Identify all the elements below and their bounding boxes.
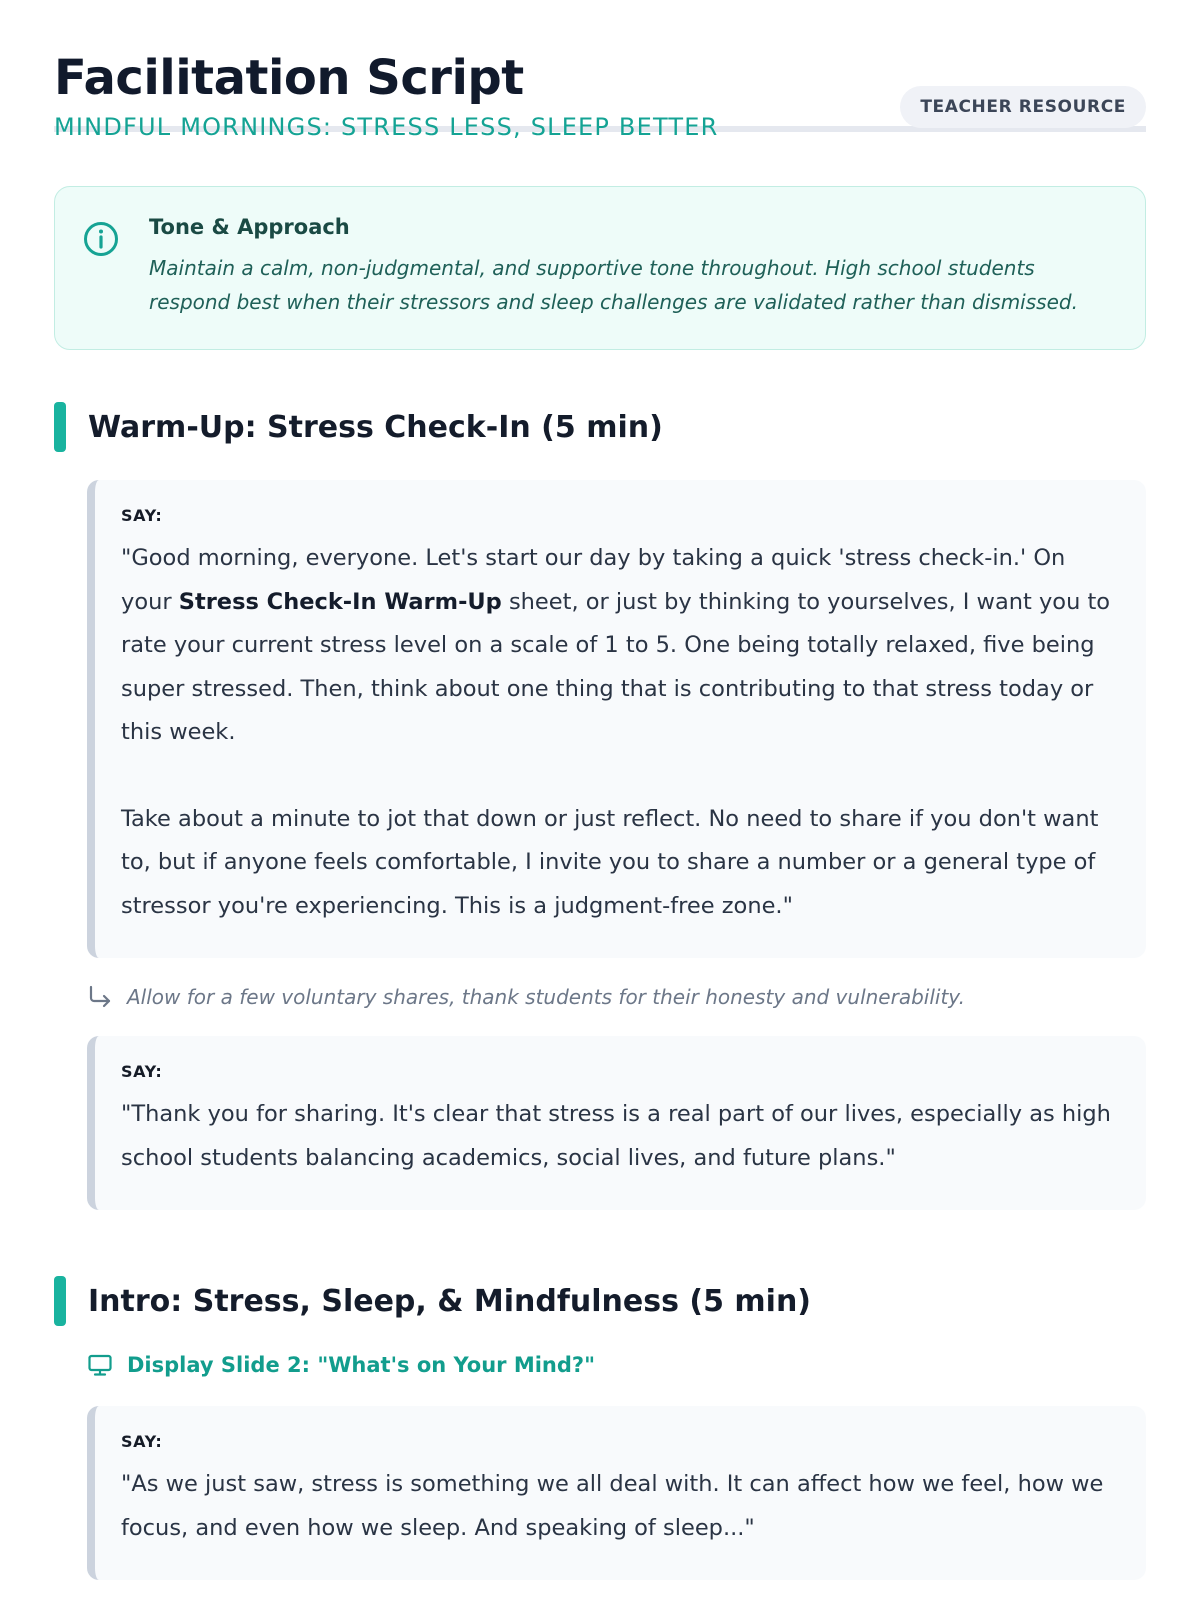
- say-text: "Thank you for sharing. It's clear that stress is a real part of our lives, especially as high school students balancing academics, social lives, and future plans.": [121, 1101, 1111, 1171]
- resource-badge: TEACHER RESOURCE: [900, 86, 1146, 128]
- section-title: Warm-Up: Stress Check-In (5 min): [88, 409, 663, 445]
- say-label: SAY:: [121, 506, 163, 525]
- say-label: SAY:: [121, 1062, 163, 1081]
- return-arrow-icon: [87, 984, 113, 1010]
- section-header-warm-up: [54, 402, 1146, 452]
- info-icon: [83, 221, 119, 257]
- paragraph-gap: [121, 755, 1114, 798]
- say-text: Take about a minute to jot that down or just reflect. No need to share if you don't want to, but if anyone feels comfortable, I invite you to share a number or a general type of stressor you're experiencing. This is a judgment-free zone.": [121, 805, 1099, 919]
- section-header-intro: [54, 1276, 1146, 1326]
- say-box: [87, 1406, 1146, 1580]
- page-subtitle: MINDFUL MORNINGS: STRESS LESS, SLEEP BETTER: [54, 112, 719, 141]
- section-accent-bar: [54, 1276, 66, 1326]
- callout-text: Maintain a calm, non-judgmental, and supportive tone throughout. High school students respond best when their stressors and sleep challenges are validated rather than dismissed.: [149, 256, 1078, 314]
- facilitator-note: [87, 984, 1146, 1010]
- monitor-icon: [87, 1352, 113, 1378]
- say-box: [87, 1036, 1146, 1210]
- say-box: [87, 480, 1146, 958]
- section-title: Intro: Stress, Sleep, & Mindfulness (5 min): [88, 1283, 812, 1319]
- say-text: [121, 537, 1114, 755]
- tone-approach-callout: [54, 186, 1146, 350]
- say-label: SAY:: [121, 1432, 163, 1451]
- say-text-part: "Good morning, everyone. Let's start our day by taking a quick 'stress check-in.' On your: [121, 545, 1066, 615]
- page-header: [54, 0, 1146, 141]
- callout-title: Tone & Approach: [149, 215, 350, 239]
- slide-instruction: [87, 1352, 1146, 1378]
- say-text: "As we just saw, stress is something we all deal with. It can affect how we feel, how we focus, and even how we sleep. And speaking of sleep...": [121, 1471, 1104, 1541]
- worksheet-name: Stress Check-In Warm-Up: [178, 588, 502, 615]
- page-title: Facilitation Script: [54, 50, 524, 106]
- slide-text: Display Slide 2: "What's on Your Mind?": [127, 1353, 596, 1377]
- note-text: Allow for a few voluntary shares, thank students for their honesty and vulnerability.: [127, 985, 965, 1009]
- say-text-part: sheet, or just by thinking to yourselves, I want you to rate your current stress level on a scale of 1 to 5. One being totally relaxed, five being super stressed. Then, think about one thing that is contributing to that stress today or this week.: [121, 588, 1111, 745]
- section-accent-bar: [54, 402, 66, 452]
